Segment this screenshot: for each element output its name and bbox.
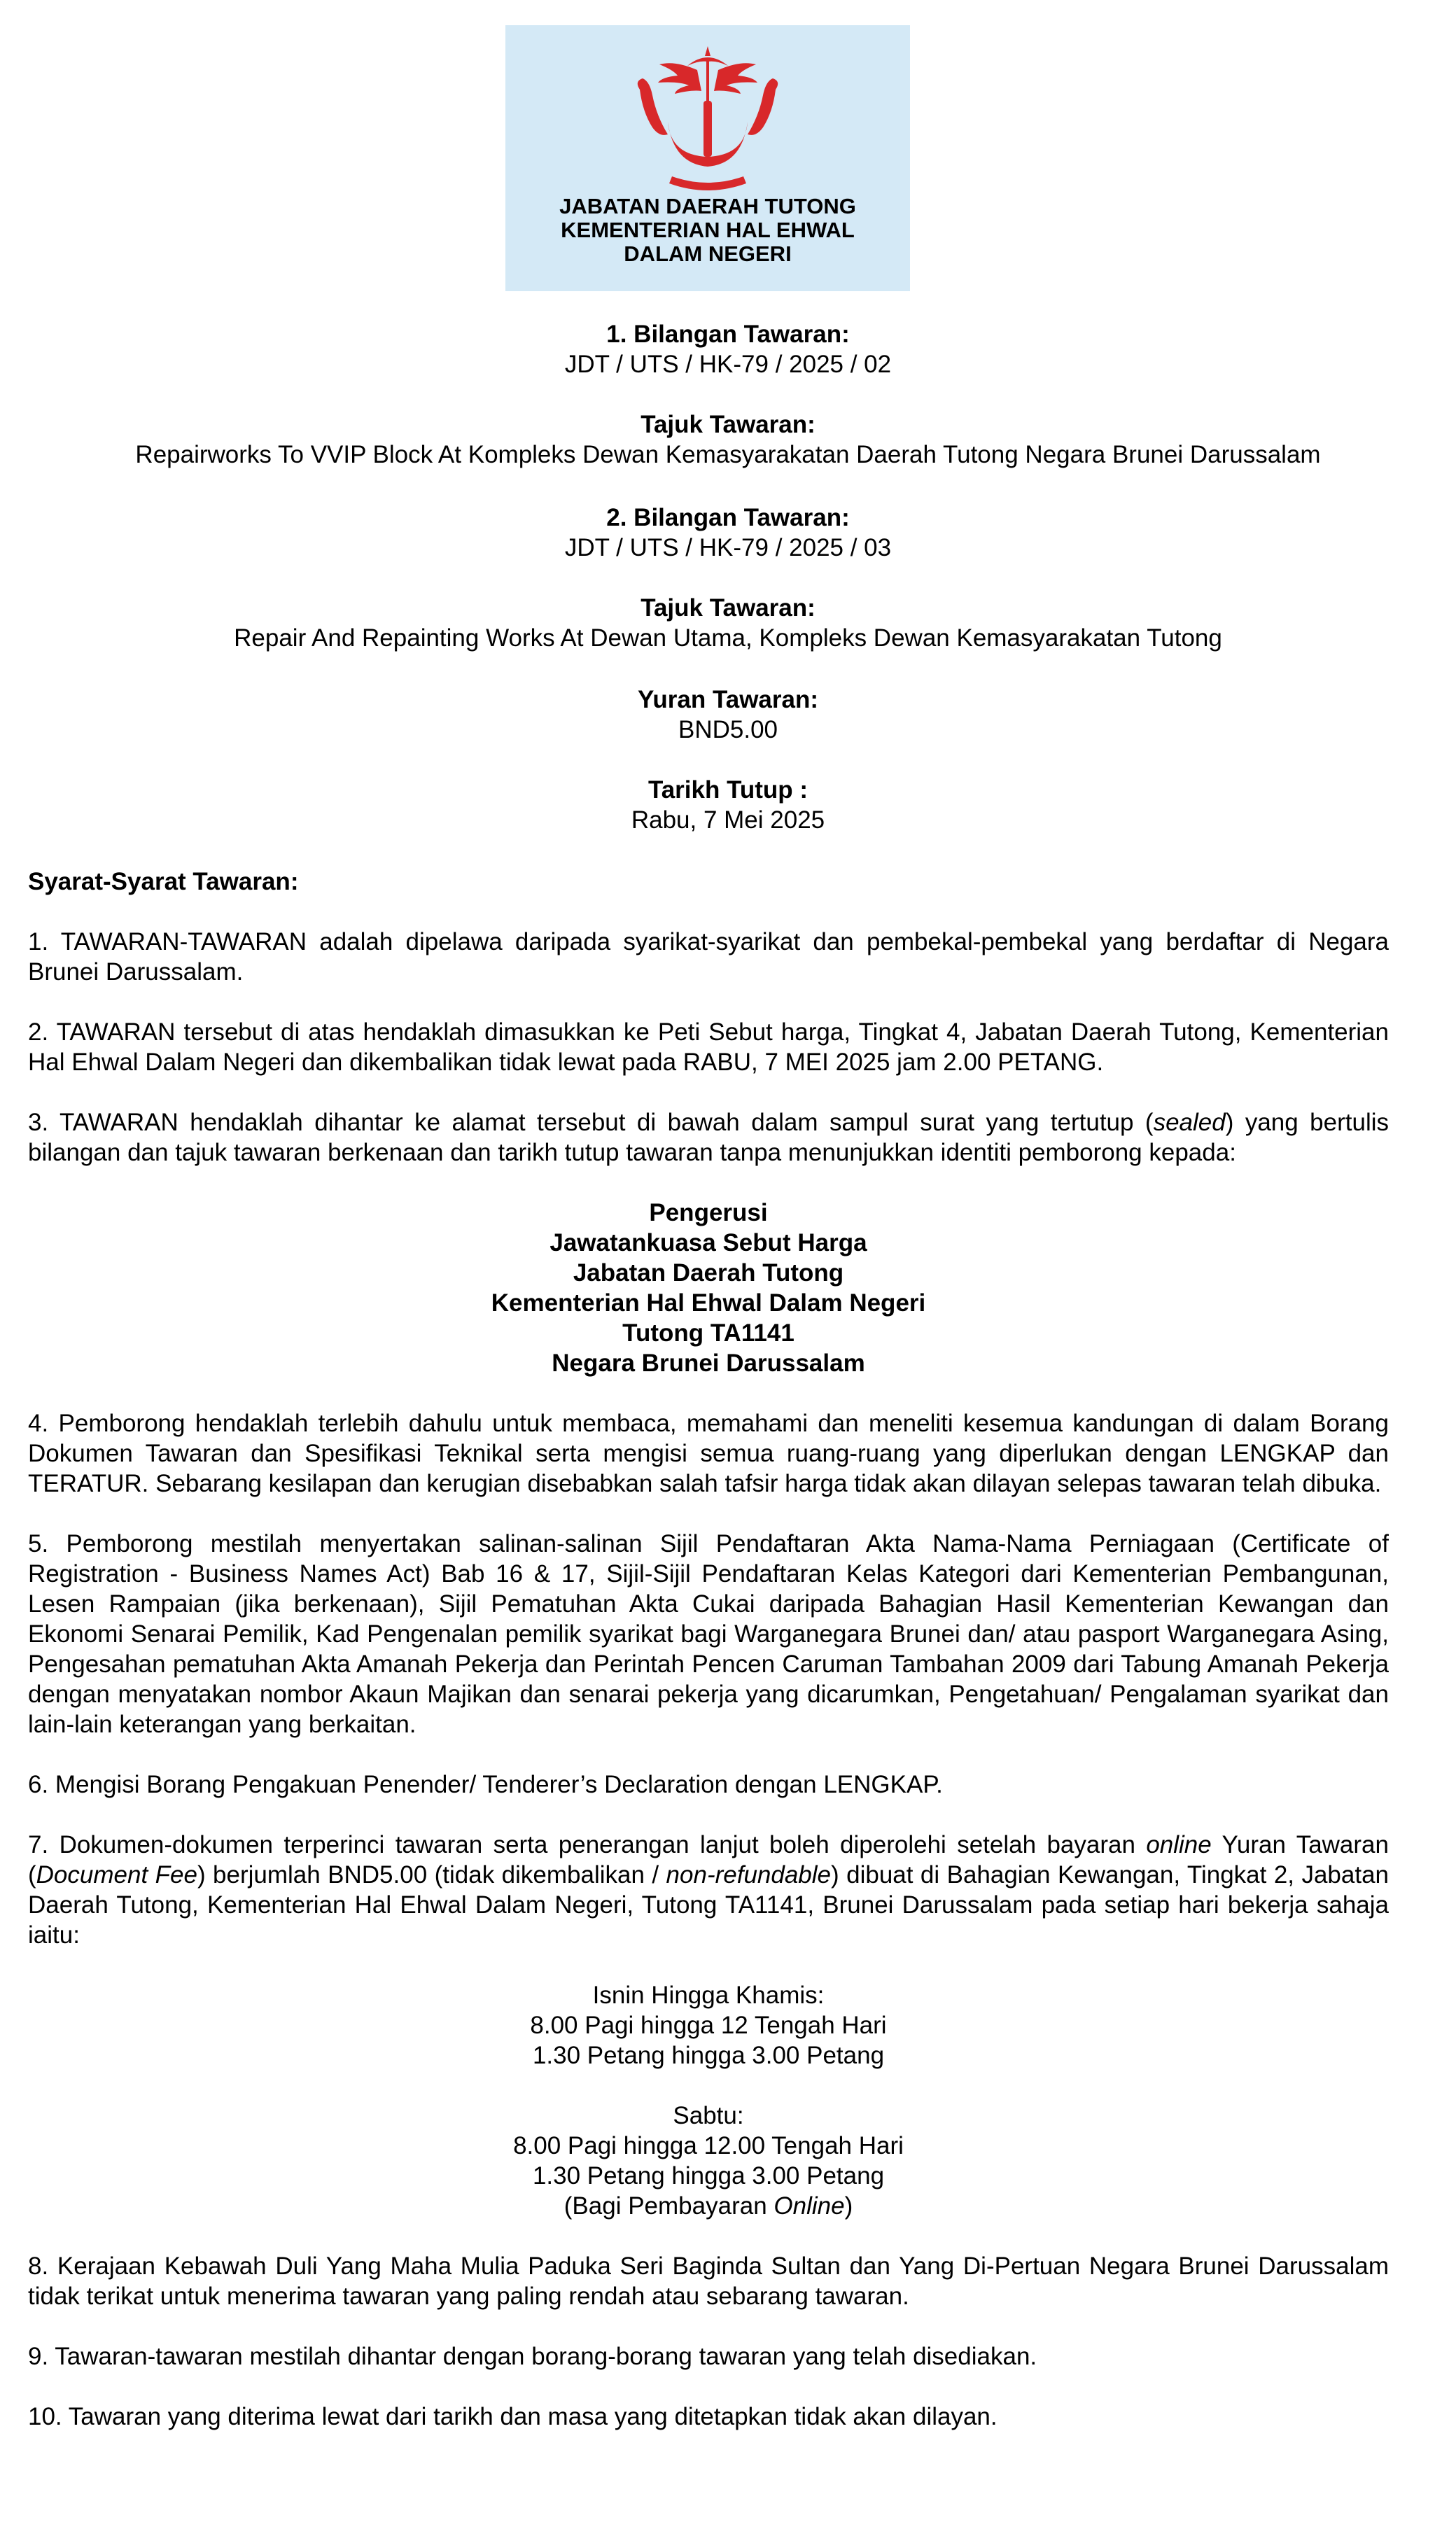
note-text-b: )	[844, 2192, 853, 2220]
condition-7-italic-online: online	[1146, 1831, 1212, 1858]
note-text-a: (Bagi Pembayaran	[564, 2192, 774, 2220]
address-line: Negara Brunei Darussalam	[552, 1350, 865, 1377]
tender-2-number: JDT / UTS / HK-79 / 2025 / 03	[564, 534, 892, 561]
brunei-crest-icon	[619, 39, 797, 200]
closing-date-value: Rabu, 7 Mei 2025	[631, 806, 825, 834]
condition-6: 6. Mengisi Borang Pengakuan Penender/ Tenderer’s Declaration dengan LENGKAP.	[28, 1771, 943, 1798]
address-line: Pengerusi	[649, 1199, 768, 1226]
tender-1-info	[28, 319, 1428, 470]
hours-line: 1.30 Petang hingga 3.00 Petang	[532, 2162, 885, 2190]
dept-line: JABATAN DAERAH TUTONG	[559, 194, 856, 218]
hours-line: 1.30 Petang hingga 3.00 Petang	[532, 2042, 885, 2069]
condition-3-text-b: ) yang bertulis bilangan dan tajuk tawaran berkenaan dan tarikh tutup tawaran tanpa menunjukkan identiti pemborong kepada:	[28, 1109, 1389, 1166]
hours-line: Sabtu:	[673, 2102, 744, 2129]
condition-7-italic-non-refundable: non-refundable	[666, 1861, 832, 1889]
condition-7	[28, 1830, 1389, 1950]
conditions-section	[28, 867, 1389, 2432]
dept-line: DALAM NEGERI	[624, 241, 792, 266]
saturday-payment-note	[28, 2191, 1389, 2221]
tender-1-number-label: 1. Bilangan Tawaran:	[606, 321, 850, 348]
hours-line: 8.00 Pagi hingga 12.00 Tengah Hari	[513, 2132, 904, 2159]
condition-3-italic: sealed	[1153, 1109, 1226, 1136]
condition-2: 2. TAWARAN tersebut di atas hendaklah dimasukkan ke Peti Sebut harga, Tingkat 4, Jabatan Daerah Tutong, Kementerian Hal Ehwal Dalam Negeri dan dikembalikan tidak lewat pada RABU, 7 MEI 2025 jam 2.00 PETANG.	[28, 1018, 1389, 1076]
address-line: Jabatan Daerah Tutong	[573, 1259, 844, 1287]
fee-value: BND5.00	[678, 716, 778, 743]
condition-7-text-a: 7. Dokumen-dokumen terperinci tawaran serta penerangan lanjut boleh diperolehi setelah bayaran	[28, 1831, 1147, 1858]
condition-3	[28, 1107, 1389, 1168]
address-line: Tutong TA1141	[622, 1319, 794, 1347]
fee-info	[28, 685, 1428, 835]
dept-line: KEMENTERIAN HAL EHWAL	[561, 218, 855, 242]
tender-2-info	[28, 503, 1428, 653]
condition-1: 1. TAWARAN-TAWARAN adalah dipelawa daripada syarikat-syarikat dan pembekal-pembekal yang berdaftar di Negara Brunei Darussalam.	[28, 928, 1389, 986]
condition-7-text-c: ) berjumlah BND5.00 (tidak dikembalikan /	[197, 1861, 666, 1889]
address-line: Kementerian Hal Ehwal Dalam Negeri	[491, 1289, 926, 1317]
hours-line: Isnin Hingga Khamis:	[592, 1982, 825, 2009]
condition-3-text-a: 3. TAWARAN hendaklah dihantar ke alamat tersebut di bawah dalam sampul surat yang tertutup (	[28, 1109, 1154, 1136]
address-line: Jawatankuasa Sebut Harga	[550, 1229, 867, 1256]
tender-2-number-label: 2. Bilangan Tawaran:	[606, 504, 850, 531]
saturday-hours	[28, 2101, 1389, 2221]
tender-2-title: Repair And Repainting Works At Dewan Utama, Kompleks Dewan Kemasyarakatan Tutong	[234, 624, 1222, 652]
note-italic: Online	[774, 2192, 845, 2220]
department-name	[505, 195, 910, 266]
condition-7-text-b: Yuran Tawaran (	[28, 1831, 1389, 1889]
tender-2-title-label: Tajuk Tawaran:	[640, 594, 816, 622]
condition-10: 10. Tawaran yang diterima lewat dari tarikh dan masa yang ditetapkan tidak akan dilayan.	[28, 2403, 997, 2430]
fee-label: Yuran Tawaran:	[637, 686, 819, 713]
tender-1-title: Repairworks To VVIP Block At Kompleks Dewan Kemasyarakatan Daerah Tutong Negara Brunei Darussalam	[135, 441, 1321, 468]
conditions-heading: Syarat-Syarat Tawaran:	[28, 868, 299, 895]
condition-7-text-d: ) dibuat di Bahagian Kewangan, Tingkat 2, Jabatan Daerah Tutong, Kementerian Hal Ehwal Dalam Negeri, Tutong TA1141, Brunei Darussalam pada setiap hari bekerja sahaja iaitu:	[28, 1861, 1389, 1949]
header-logo-box	[505, 25, 910, 291]
submission-address	[28, 1198, 1389, 1378]
condition-5: 5. Pemborong mestilah menyertakan salinan-salinan Sijil Pendaftaran Akta Nama-Nama Perniagaan (Certificate of Registration - Business Names Act) Bab 16 & 17, Sijil-Sijil Pendaftaran Kelas Kategori dari Kementerian Pembangunan, Lesen Rampaian (jika berkenaan), Sijil Pematuhan Akta Cukai daripada Bahagian Hasil Kementerian Kewangan dan Ekonomi Senarai Pemilik, Kad Pengenalan pemilik syarikat bagi Warganegara Brunei dan/ atau pasport Warganegara Asing, Pengesahan pematuhan Akta Amanah Pekerja dan Perintah Pencen Caruman Tambahan 2009 dari Tabung Amanah Pekerja dengan menyatakan nombor Akaun Majikan dan senarai pekerja yang dicarumkan, Pengetahuan/ Pengalaman syarikat dan lain-lain keterangan yang berkaitan.	[28, 1530, 1389, 1738]
condition-9: 9. Tawaran-tawaran mestilah dihantar dengan borang-borang tawaran yang telah disediakan.	[28, 2343, 1037, 2370]
tender-1-title-label: Tajuk Tawaran:	[640, 411, 816, 438]
hours-line: 8.00 Pagi hingga 12 Tengah Hari	[530, 2012, 887, 2039]
tender-1-number: JDT / UTS / HK-79 / 2025 / 02	[564, 351, 892, 378]
condition-7-italic-document-fee: Document Fee	[36, 1861, 197, 1889]
condition-4: 4. Pemborong hendaklah terlebih dahulu untuk membaca, memahami dan meneliti kesemua kandungan di dalam Borang Dokumen Tawaran dan Spesifikasi Teknikal serta mengisi semua ruang-ruang yang diperlukan dengan LENGKAP dan TERATUR. Sebarang kesilapan dan kerugian disebabkan salah tafsir harga tidak akan dilayan selepas tawaran telah dibuka.	[28, 1410, 1389, 1497]
weekday-hours	[28, 1980, 1389, 2071]
closing-date-label: Tarikh Tutup :	[648, 776, 808, 804]
condition-8: 8. Kerajaan Kebawah Duli Yang Maha Mulia Paduka Seri Baginda Sultan dan Yang Di-Pertuan Negara Brunei Darussalam tidak terikat untuk menerima tawaran yang paling rendah atau sebarang tawaran.	[28, 2253, 1389, 2310]
